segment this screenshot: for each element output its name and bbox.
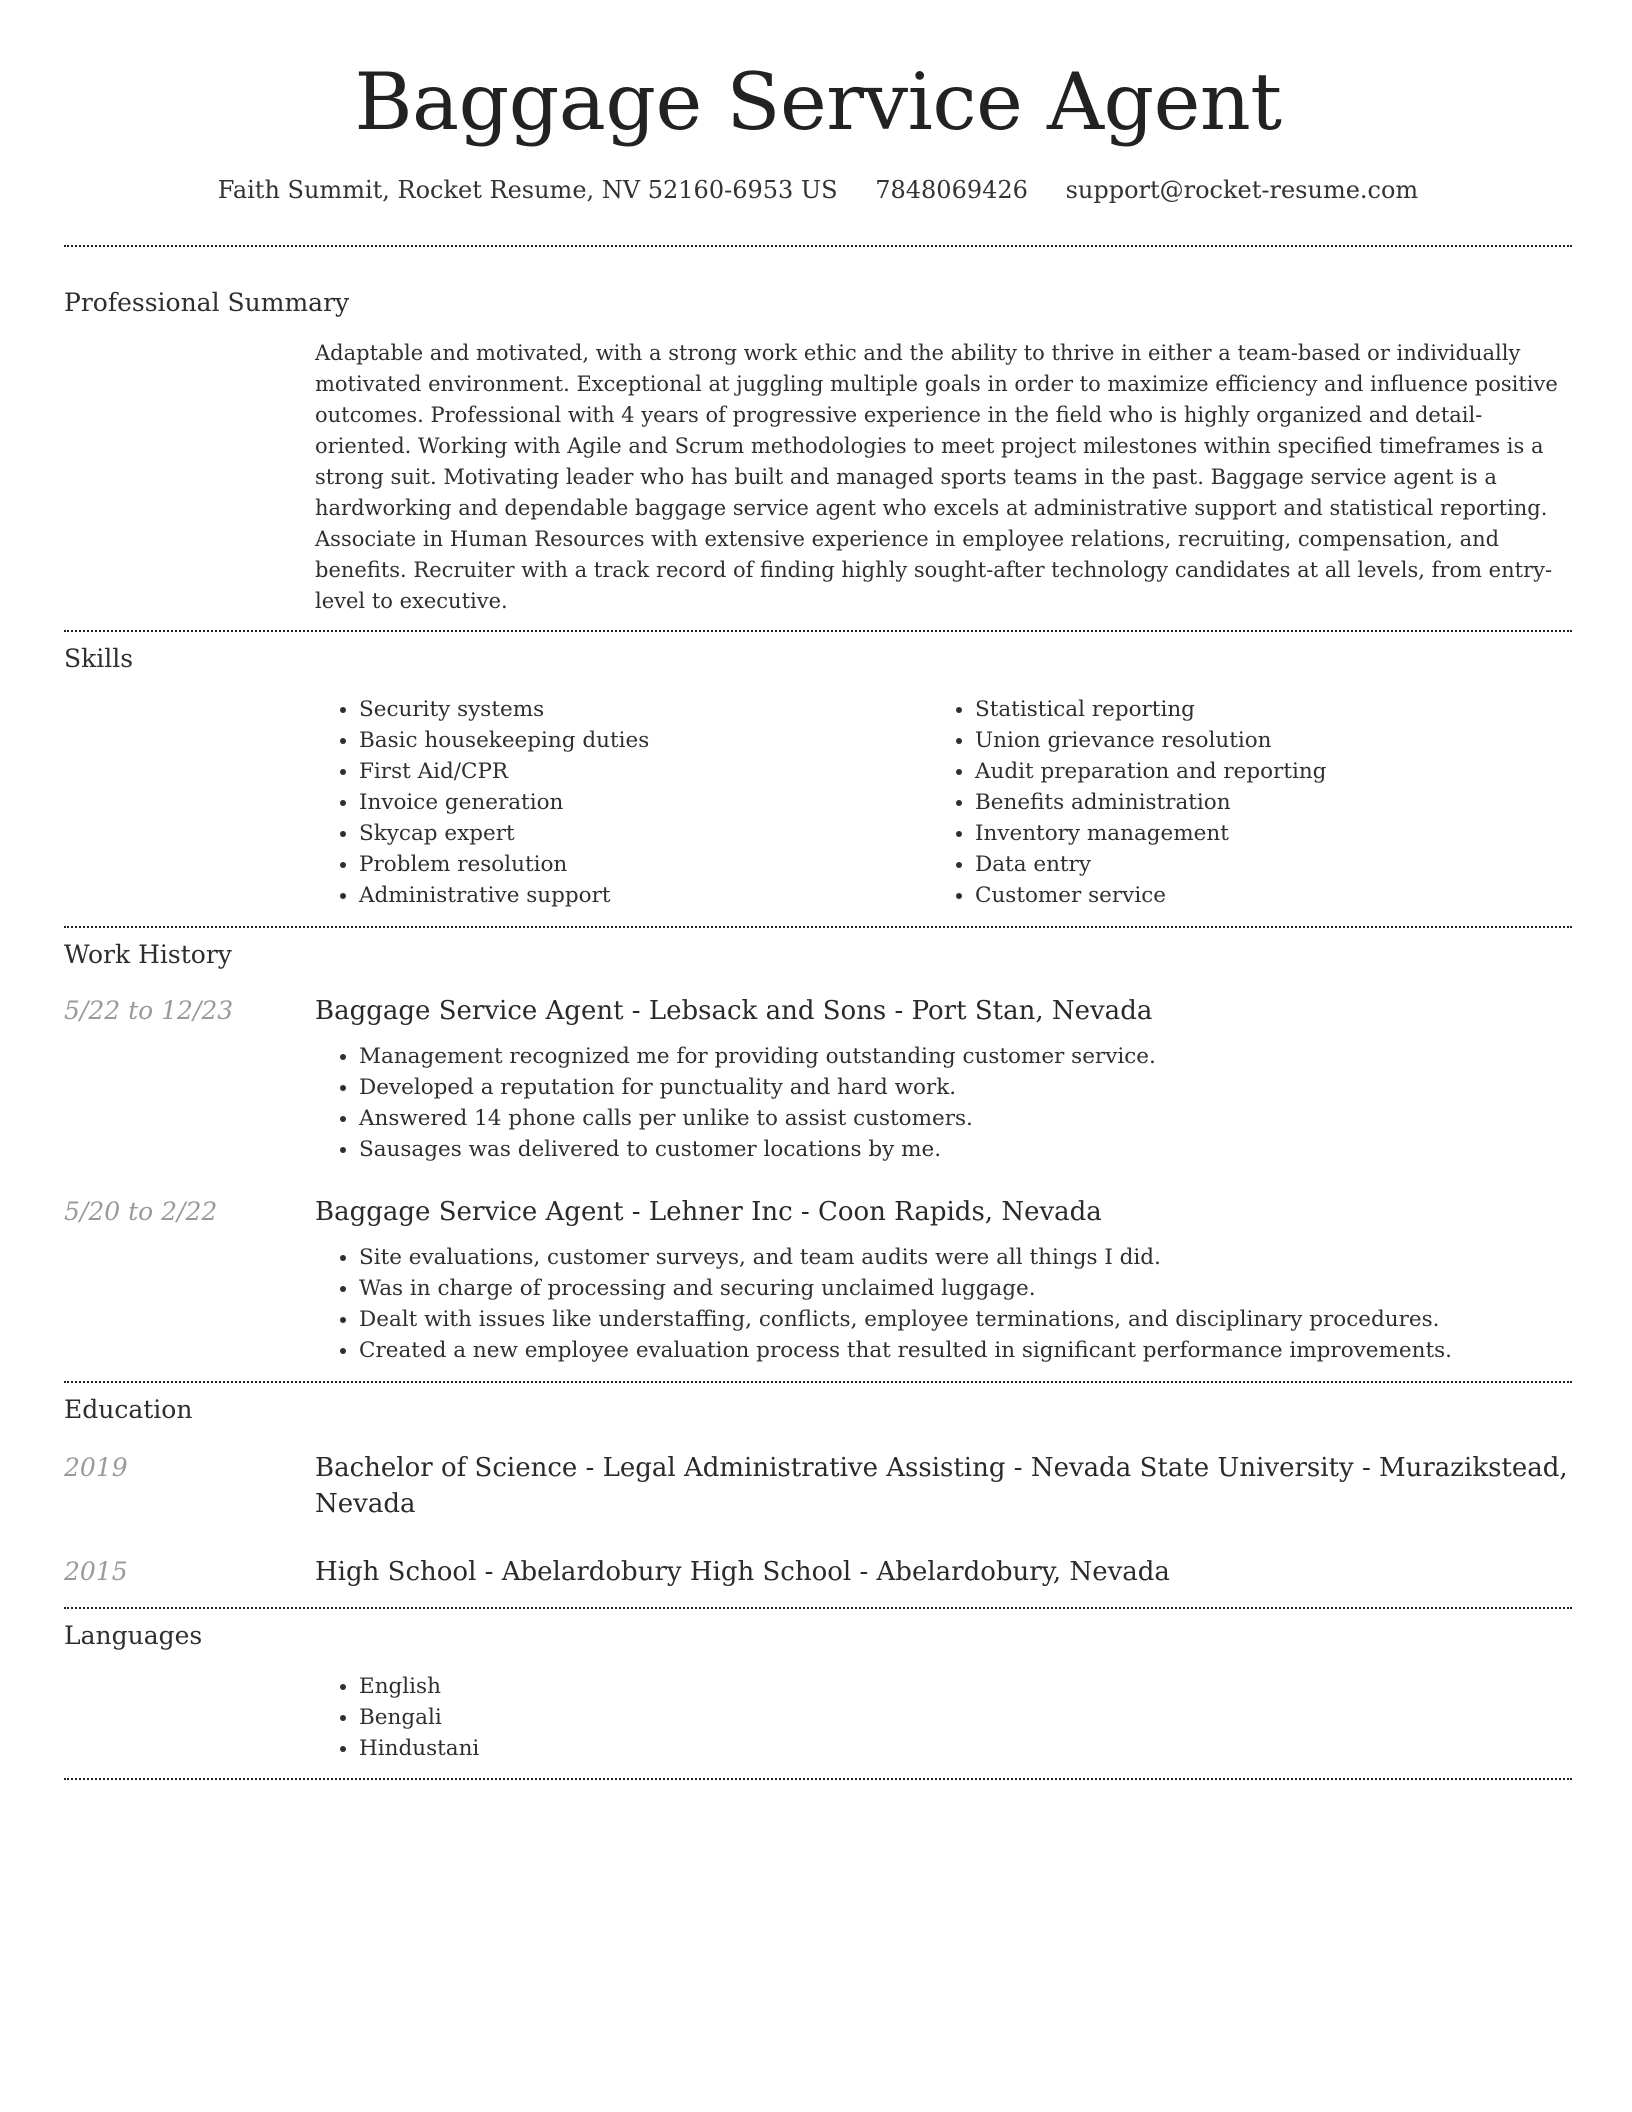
job-bullet: • Sausages was delivered to customer locations by me. <box>359 1134 1572 1165</box>
job-heading: Baggage Service Agent - Lebsack and Sons - Port Stan, Nevada <box>315 996 1153 1026</box>
skill-item: • Inventory management <box>975 818 1547 849</box>
education-year: 2019 <box>64 1453 128 1482</box>
skill-item: • Administrative support <box>359 880 931 911</box>
job-entry <box>64 993 1572 1165</box>
skill-item: • Union grievance resolution <box>975 725 1547 756</box>
skill-item: • Problem resolution <box>359 849 931 880</box>
language-item: • Hindustani <box>359 1733 1572 1764</box>
job-bullet: • Dealt with issues like understaffing, conflicts, employee terminations, and disciplinary procedures. <box>359 1304 1572 1335</box>
resume-title: Baggage Service Agent <box>354 56 1282 148</box>
resume-page <box>64 0 1572 1780</box>
education-title: Education <box>64 1395 193 1424</box>
job-dates: 5/20 to 2/22 <box>64 1197 218 1226</box>
skill-item: • Skycap expert <box>359 818 931 849</box>
education-degree: High School <box>315 1557 477 1587</box>
contact-line <box>64 172 1572 208</box>
job-bullet: • Developed a reputation for punctuality and hard work. <box>359 1072 1572 1103</box>
education-entry <box>64 1554 1572 1590</box>
education-year: 2015 <box>64 1557 128 1586</box>
work-section <box>64 928 1572 1366</box>
skill-item: • Statistical reporting <box>975 694 1547 725</box>
education-degree: Bachelor of Science - Legal Administrative Assisting <box>315 1453 1006 1483</box>
education-heading <box>315 1450 1572 1522</box>
education-section <box>64 1383 1572 1590</box>
skill-item: • Basic housekeeping duties <box>359 725 931 756</box>
education-heading <box>315 1554 1572 1590</box>
skill-item: • Security systems <box>359 694 931 725</box>
skill-item: • First Aid/CPR <box>359 756 931 787</box>
language-item: • Bengali <box>359 1702 1572 1733</box>
education-entry <box>64 1450 1572 1522</box>
contact-address: Faith Summit, Rocket Resume, NV 52160-6953 US <box>217 176 838 204</box>
contact-email: support@rocket-resume.com <box>1065 176 1419 204</box>
skills-section <box>64 632 1572 911</box>
job-bullet: • Management recognized me for providing outstanding customer service. <box>359 1041 1572 1072</box>
skills-column-right <box>931 694 1547 911</box>
languages-title: Languages <box>64 1621 203 1650</box>
skills-column-left <box>315 694 931 911</box>
education-details: - Abelardobury High School - Abelardobury, Nevada <box>476 1557 1170 1587</box>
skill-item: • Invoice generation <box>359 787 931 818</box>
job-entry <box>64 1194 1572 1366</box>
education-details: - Nevada State University - Murazikstead, Nevada <box>315 1453 1568 1519</box>
languages-section <box>64 1609 1572 1764</box>
job-heading: Baggage Service Agent - Lehner Inc - Coon Rapids, Nevada <box>315 1197 1102 1227</box>
summary-title: Professional Summary <box>64 288 350 317</box>
skills-title: Skills <box>64 644 134 673</box>
contact-phone: 7848069426 <box>875 176 1028 204</box>
skill-item: • Customer service <box>975 880 1547 911</box>
job-bullet: • Created a new employee evaluation process that resulted in significant performance improvements. <box>359 1335 1572 1366</box>
summary-section <box>64 247 1572 617</box>
job-bullet: • Was in charge of processing and securing unclaimed luggage. <box>359 1273 1572 1304</box>
skill-item: • Benefits administration <box>975 787 1547 818</box>
skill-item: • Audit preparation and reporting <box>975 756 1547 787</box>
job-bullet: • Site evaluations, customer surveys, and team audits were all things I did. <box>359 1242 1572 1273</box>
work-title: Work History <box>64 940 232 969</box>
job-bullet: • Answered 14 phone calls per unlike to assist customers. <box>359 1103 1572 1134</box>
summary-text: Adaptable and motivated, with a strong work ethic and the ability to thrive in either a team-based or individually motivated environment. Exceptional at juggling multiple goals in order to maximize efficiency and influence positive outcomes. Professional with 4 years of progressive experience in the field who is highly organized and detail-oriented. Working with Agile and Scrum methodologies to meet project milestones within specified timeframes is a strong suit. Motivating leader who has built and managed sports teams in the past. Baggage service agent is a hardworking and dependable baggage service agent who excels at administrative support and statistical reporting. Associate in Human Resources with extensive experience in employee relations, recruiting, compensation, and benefits. Recruiter with a track record of finding highly sought-after technology candidates at all levels, from entry-level to executive. <box>315 341 1558 613</box>
language-item: • English <box>359 1671 1572 1702</box>
skill-item: • Data entry <box>975 849 1547 880</box>
job-dates: 5/22 to 12/23 <box>64 996 234 1025</box>
section-divider <box>64 1778 1572 1780</box>
